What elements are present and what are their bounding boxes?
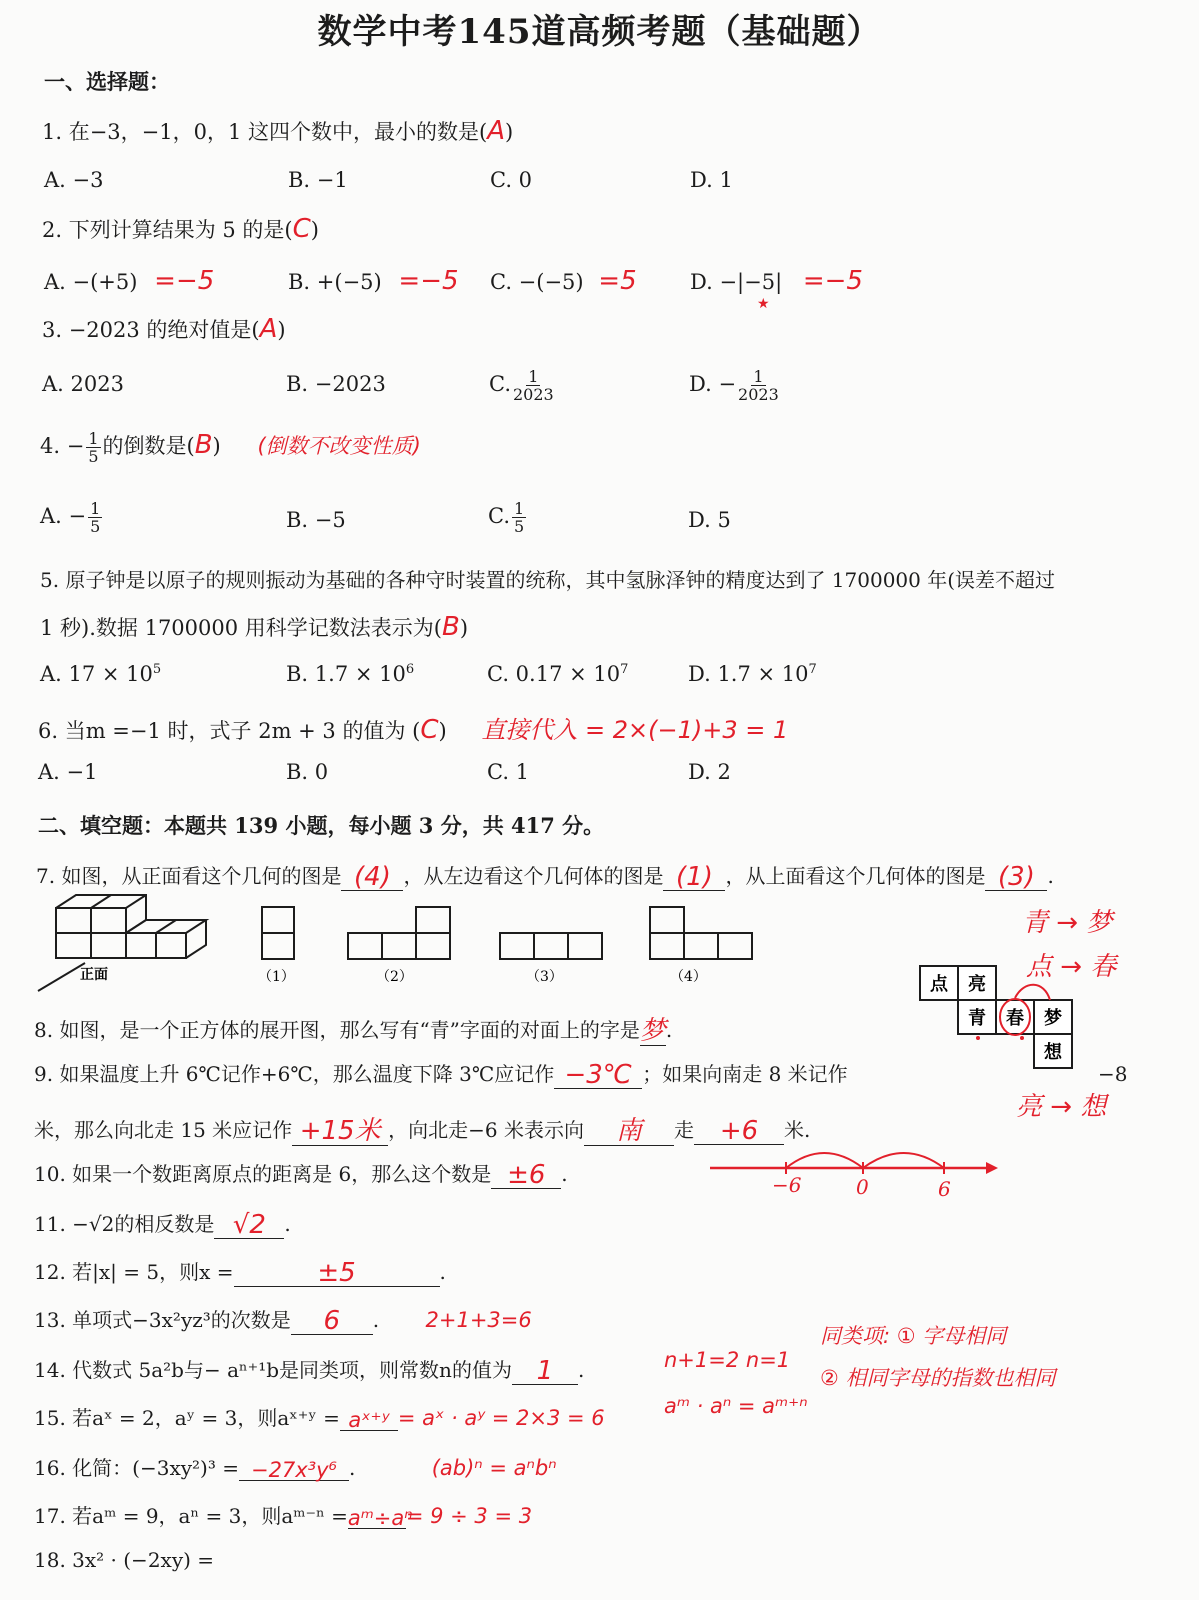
q5-option-a: A. $17 \times 10^5$ (40, 662, 162, 686)
net-face-6: 想 (1044, 1042, 1062, 1063)
question-18: 18. 3x² · (−2xy) = (34, 1548, 215, 1572)
q2-option-d-note: =−5 (802, 266, 863, 296)
question-6: 6. 当m =−1 时，式子 2m + 3 的值为 (C) 直接代入 = 2×(−1)+3 = 1 (38, 715, 789, 745)
question-3-text: 3. −2023 的绝对值是( (42, 318, 260, 342)
net-note-1: 青 → 梦 (1022, 908, 1113, 938)
question-4-note: (倒数不改变性质) (257, 434, 421, 458)
q1-option-a: A. −3 (44, 168, 104, 192)
question-15: 15. 若aˣ = 2，aʸ = 3，则aˣ⁺ʸ = aˣ⁺ʸ = aˣ · aʸ = 2×3 = 6 (34, 1406, 605, 1432)
question-12: 12. 若|x| = 5，则x = ±5 . (34, 1258, 446, 1288)
question-17-note: = 9 ÷ 3 = 3 (405, 1504, 533, 1528)
q3-option-a: A. 2023 (42, 372, 124, 396)
question-7-answer-front: (4) (354, 862, 391, 892)
q6-option-d: D. 2 (688, 760, 731, 784)
front-label: 正面 (80, 967, 108, 983)
question-3-answer: A (259, 314, 278, 344)
question-13-answer: 6 (323, 1306, 341, 1336)
three-views-figure (30, 895, 800, 995)
view-1 (262, 907, 294, 933)
question-2 (42, 214, 319, 244)
number-line-zero: 0 (856, 1175, 869, 1199)
net-note-2: 点 → 春 (1026, 952, 1117, 982)
question-10: 10. 如果一个数距离原点的距离是 6，那么这个数是 ±6 . (34, 1160, 568, 1190)
question-2-answer: C (292, 214, 311, 244)
q5-option-c: C. $0.17 \times 10^7$ (487, 662, 629, 686)
question-10-answer: ±6 (507, 1160, 546, 1190)
q4-option-b: B. −5 (286, 508, 346, 532)
question-1-answer: A (487, 116, 506, 146)
question-3 (42, 314, 286, 344)
view-2-caption: （2） (376, 969, 413, 985)
view-2 (348, 933, 382, 959)
q3-option-c: C. $\frac{1}{2023}$ (489, 367, 554, 404)
q6-option-b: B. 0 (286, 760, 329, 784)
view-4-caption: （4） (670, 969, 707, 985)
question-1 (42, 116, 513, 146)
number-line-left: −6 (772, 1173, 802, 1197)
net-face-5: 梦 (1044, 1008, 1062, 1029)
q4-option-c: C. $\frac{1}{5}$ (488, 499, 525, 536)
question-12-answer: ±5 (317, 1258, 356, 1288)
question-9-answer-2: +15米 (299, 1116, 381, 1146)
q1-option-b: B. −1 (288, 168, 348, 192)
question-5-line-2: 1 秒).数据 1700000 用科学记数法表示为(B) (40, 612, 469, 642)
view-1-caption: （1） (258, 969, 295, 985)
question-6-note: 直接代入 = 2×(−1)+3 = 1 (481, 716, 789, 744)
question-14-note-1: n+1=2 n=1 (664, 1348, 791, 1372)
question-14-answer: 1 (536, 1356, 554, 1386)
question-14-note-2: 同类项: ① 字母相同 (820, 1324, 1007, 1348)
net-face-2: 亮 (968, 974, 986, 995)
page-title: 数学中考145道高频考题（基础题） (317, 12, 882, 52)
view-3-caption: （3） (526, 969, 563, 985)
q2-option-c: C. −(−5) =5 (490, 266, 637, 296)
q4-option-a: A. − $\frac{1}{5}$ (40, 499, 101, 536)
section-choice-heading: 一、选择题： (44, 69, 170, 94)
question-1-close: ) (505, 120, 514, 144)
question-13: 13. 单项式−3x²yz³的次数是 6 . 2+1+3=6 (34, 1306, 532, 1336)
question-5-line-1: 5. 原子钟是以原子的规则振动为基础的各种守时装置的统称，其中氢脉泽钟的精度达到了 1700000 年(误差不超过 (40, 568, 1056, 592)
question-14-note-3: ② 相同字母的指数也相同 (820, 1366, 1056, 1390)
number-line-sketch (708, 1144, 998, 1200)
q4-option-d: D. 5 (688, 508, 731, 532)
question-9-wrap: −8 (1098, 1062, 1128, 1086)
question-5-answer: B (441, 612, 460, 642)
question-15-note: = aˣ · aʸ = 2×3 = 6 (397, 1406, 605, 1430)
question-16-note: (ab)ⁿ = aⁿbⁿ (431, 1456, 557, 1480)
q6-option-a: A. −1 (38, 760, 98, 784)
question-9-line-1: 9. 如果温度上升 6℃记作+6℃，那么温度下降 3℃应记作 −3℃ ；如果向南走 8 米记作 (34, 1060, 848, 1090)
question-9-line-2: 米，那么向北走 15 米应记作 +15米 ，向北走−6 米表示向 南 走 +6 米. (34, 1108, 810, 1146)
question-7-answer-top: (3) (998, 862, 1035, 892)
q5-option-b: B. $1.7 \times 10^6$ (286, 662, 415, 686)
question-3-close: ) (277, 318, 286, 342)
question-17: 17. 若aᵐ = 9，aⁿ = 3，则aᵐ⁻ⁿ =aᵐ÷aⁿ= 9 ÷ 3 = 3 (34, 1504, 533, 1530)
question-11-answer: √2 (232, 1210, 266, 1240)
question-9-answer-1: −3℃ (564, 1060, 632, 1090)
q2-option-a: A. −(+5) =−5 (44, 266, 215, 296)
number-line-right: 6 (938, 1177, 951, 1201)
solid-figure (38, 895, 206, 991)
question-8-answer: 梦 (639, 1016, 666, 1046)
q3-option-b: B. −2023 (286, 372, 386, 396)
q2-option-c-note: =5 (598, 266, 637, 296)
q3-option-d: D. − $\frac{1}{2023}$ (689, 367, 779, 404)
question-6-answer: C (420, 715, 439, 745)
q2-option-d: D. −|−5| =−5 (690, 266, 863, 296)
question-15-answer: aˣ⁺ʸ (348, 1408, 390, 1432)
question-7-answer-left: (1) (676, 862, 713, 892)
star-mark-icon: ★ (757, 296, 770, 312)
net-note-3: 亮 → 想 (1016, 1092, 1107, 1122)
view-4 (650, 907, 684, 933)
question-17-answer: aᵐ÷aⁿ (347, 1506, 413, 1530)
net-face-4: 春 (1006, 1008, 1024, 1029)
q6-option-c: C. 1 (487, 760, 530, 784)
question-1-text: 1. 在−3，−1，0，1 这四个数中，最小的数是( (42, 120, 488, 144)
question-4-answer: B (194, 430, 213, 460)
question-7: 7. 如图，从正面看这个几何的图是 (4) ，从左边看这个几何体的图是 (1) ，从上面看这个几何体的图是 (3) . (36, 862, 1054, 892)
question-11: 11. −√2的相反数是 √2 . (34, 1210, 291, 1240)
q2-option-b: B. +(−5) =−5 (288, 266, 459, 296)
question-8: 8. 如图，是一个正方体的展开图，那么写有“青”字面的对面上的字是梦. (34, 1008, 672, 1046)
question-2-text: 2. 下列计算结果为 5 的是( (42, 218, 293, 242)
question-15-note-2: aᵐ · aⁿ = aᵐ⁺ⁿ (664, 1394, 808, 1418)
section-fill-heading: 二、填空题：本题共 139 小题，每小题 3 分，共 417 分。 (38, 813, 605, 838)
q1-option-c: C. 0 (490, 168, 533, 192)
question-9-answer-3: 南 (616, 1116, 643, 1146)
question-16: 16. 化简：(−3xy²)³ = −27x³y⁶ . (ab)ⁿ = aⁿbⁿ (34, 1456, 557, 1482)
question-16-answer: −27x³y⁶ (250, 1458, 337, 1482)
question-14: 14. 代数式 5a²b与− aⁿ⁺¹b是同类项，则常数n的值为 1 . (34, 1356, 585, 1386)
net-face-1: 点 (930, 974, 948, 995)
view-3 (500, 933, 534, 959)
q5-option-d: D. $1.7 \times 10^7$ (688, 662, 817, 686)
question-2-close: ) (310, 218, 319, 242)
q2-option-b-note: =−5 (398, 266, 459, 296)
net-face-3: 青 (968, 1008, 986, 1029)
question-4: 4. − $\frac{1}{5}$ 的倒数是(B) (倒数不改变性质) (40, 429, 421, 466)
question-13-note: 2+1+3=6 (425, 1308, 532, 1332)
q1-option-d: D. 1 (690, 168, 733, 192)
q2-option-a-note: =−5 (154, 266, 215, 296)
question-9-answer-4: +6 (719, 1116, 759, 1146)
